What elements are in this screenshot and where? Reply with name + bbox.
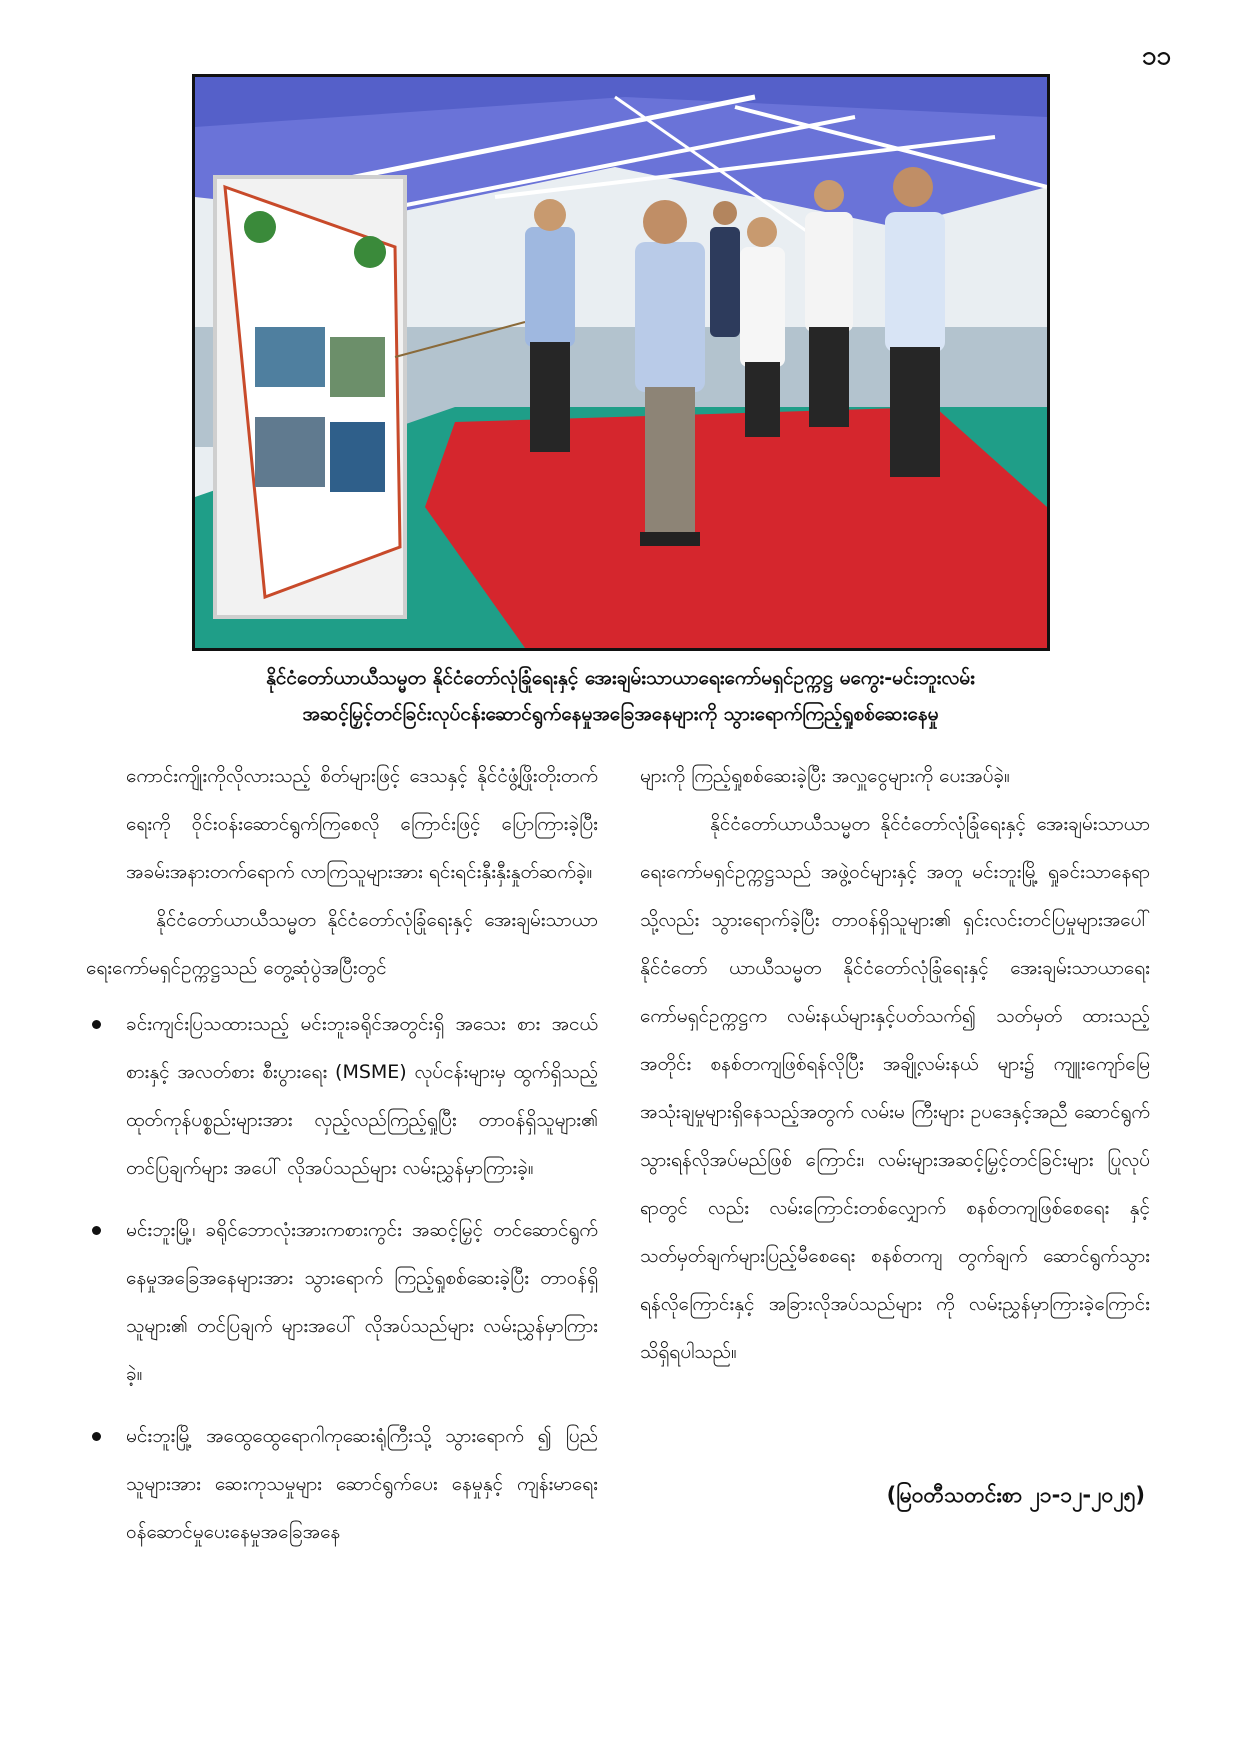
- person-5: [885, 167, 945, 477]
- source-citation: (မြဝတီသတင်းစာ ၂၁-၁၂-၂၀၂၅): [886, 1483, 1145, 1507]
- bullet-icon: [92, 1226, 101, 1235]
- person-4: [805, 180, 853, 427]
- news-photo: [192, 74, 1050, 651]
- list-item: [86, 1000, 598, 1192]
- person-1: [525, 199, 575, 452]
- bullet-list: [86, 1000, 598, 1556]
- right-paragraph-1: များကို ကြည့်ရှုစစ်ဆေးခဲ့ပြီး အလှူငွေများကို ပေးအပ်ခဲ့။: [640, 765, 1010, 787]
- photo-caption: [150, 660, 1091, 732]
- person-2: [635, 200, 705, 546]
- caption-line-2: အဆင့်မြှင့်တင်ခြင်းလုပ်ငန်းဆောင်ရွက်နေမှုအခြေအနေများကို သွားရောက်ကြည့်ရှုစစ်ဆေးနေမှု: [302, 703, 939, 725]
- page-number: ၁၁: [1141, 41, 1171, 71]
- bullet-text: ခင်းကျင်းပြသထားသည့် မင်းဘူးခရိုင်အတွင်းရှိ အသေး စား အငယ်စားနှင့် အလတ်စား စီးပွားရေး (MSME) လုပ်ငန်းများမှ ထွက်ရှိသည့် ထုတ်ကုန်ပစ္စည်းများအား လှည့်လည်ကြည့်ရှုပြီး တာဝန်ရှိသူများ၏ တင်ပြချက်များ အပေါ် လိုအပ်သည်များ လမ်းညွှန်မှာကြားခဲ့။: [126, 1013, 598, 1179]
- person-3: [740, 217, 785, 437]
- list-item: [86, 1412, 598, 1556]
- left-paragraph-2: နိုင်ငံတော်ယာယီသမ္မတ နိုင်ငံတော်လုံခြုံရေးနှင့် အေးချမ်းသာယာရေးကော်မရှင်ဥက္ကဋ္ဌသည် တွေ့ဆုံပွဲအပြီးတွင်: [86, 909, 598, 979]
- bullet-icon: [92, 1020, 101, 1029]
- bullet-text: မင်းဘူးမြို့ အထွေထွေရောဂါကုဆေးရုံကြီးသို့ သွားရောက် ၍ ပြည်သူများအား ဆေးကုသမှုများ ဆောင်ရွက်ပေး နေမှုနှင့် ကျန်းမာရေးဝန်ဆောင်မှုပေးနေမှုအခြေအနေ: [126, 1425, 598, 1543]
- list-item: [86, 1206, 598, 1398]
- photo-scene: [195, 77, 1047, 648]
- left-column: [86, 752, 598, 1570]
- right-paragraph-2: နိုင်ငံတော်ယာယီသမ္မတ နိုင်ငံတော်လုံခြုံရေးနှင့် အေးချမ်းသာယာရေးကော်မရှင်ဥက္ကဋ္ဌသည် အဖွဲ့ဝင်များနှင့် အတူ မင်းဘူးမြို့ ရှုခင်းသာနေရာသို့လည်း သွားရောက်ခဲ့ပြီး တာဝန်ရှိသူများ၏ ရှင်းလင်းတင်ပြမှုများအပေါ် နိုင်ငံတော် ယာယီသမ္မတ နိုင်ငံတော်လုံခြုံရေးနှင့် အေးချမ်းသာယာရေး ကော်မရှင်ဥက္ကဋ္ဌက လမ်းနယ်များနှင့်ပတ်သက်၍ သတ်မှတ် ထားသည့်အတိုင်း စနစ်တကျဖြစ်ရန်လိုပြီး အချို့လမ်းနယ် များ၌ ကျူးကျော်မြေအသုံးချမှုများရှိနေသည့်အတွက် လမ်းမ ကြီးများ ဥပဒေနှင့်အညီ ဆောင်ရွက်သွားရန်လိုအပ်မည်ဖြစ် ကြောင်း၊ လမ်းများအဆင့်မြှင့်တင်ခြင်းများ ပြုလုပ်ရာတွင် လည်း လမ်းကြောင်းတစ်လျှောက် စနစ်တကျဖြစ်စေရေး နှင့် သတ်မှတ်ချက်များပြည့်မီစေရေး စနစ်တကျ တွက်ချက် ဆောင်ရွက်သွားရန်လိုကြောင်းနှင့် အခြားလိုအပ်သည်များ ကို လမ်းညွှန်မှာကြားခဲ့ကြောင်း သိရှိရပါသည်။: [640, 813, 1150, 1363]
- left-paragraph-1: ကောင်းကျိုးကိုလိုလားသည့် စိတ်များဖြင့် ဒေသနှင့် နိုင်ငံဖွံ့ဖြိုးတိုးတက်ရေးကို ဝိုင်းဝန်းဆောင်ရွက်ကြစေလို ကြောင်းဖြင့် ပြောကြားခဲ့ပြီး အခမ်းအနားတက်ရောက် လာကြသူများအား ရင်းရင်းနှီးနှီးနှုတ်ဆက်ခဲ့။: [126, 765, 598, 883]
- caption-line-1: နိုင်ငံတော်ယာယီသမ္မတ နိုင်ငံတော်လုံခြုံရေးနှင့် အေးချမ်းသာယာရေးကော်မရှင်ဥက္ကဋ္ဌ မကွေး-မင်းဘူးလမ်း: [266, 667, 975, 689]
- right-column: [640, 752, 1150, 1376]
- bullet-icon: [92, 1432, 101, 1441]
- bullet-text: မင်းဘူးမြို့၊ ခရိုင်ဘောလုံးအားကစားကွင်း အဆင့်မြှင့် တင်ဆောင်ရွက်နေမှုအခြေအနေများအား သွားရောက် ကြည့်ရှုစစ်ဆေးခဲ့ပြီး တာဝန်ရှိသူများ၏ တင်ပြချက် များအပေါ် လိုအပ်သည်များ လမ်းညွှန်မှာကြားခဲ့။: [126, 1219, 598, 1385]
